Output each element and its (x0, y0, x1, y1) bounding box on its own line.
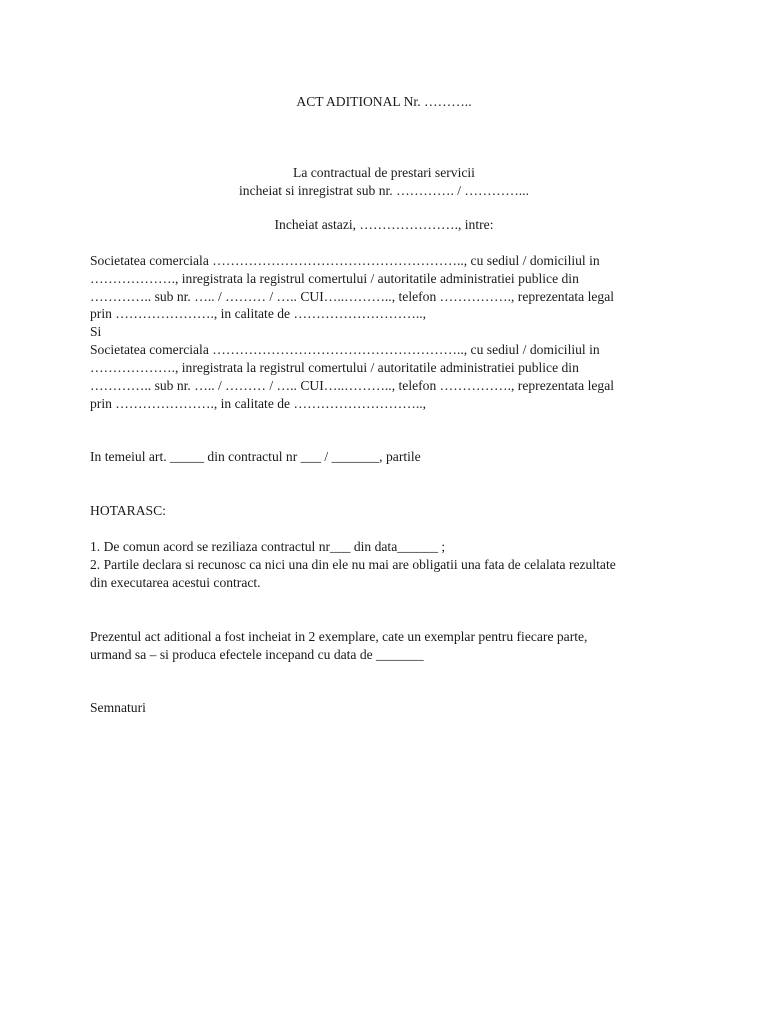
signatures-label: Semnaturi (90, 700, 146, 715)
party1-line1: Societatea comerciala ……………………………………………….., cu sediul / domiciliul in (90, 253, 600, 268)
concluded-date-line: Incheiat astazi, …………………., intre: (274, 217, 494, 232)
party1-line2: ………………., inregistrata la registrul comertului / autoritatile administratiei publice din (90, 271, 579, 286)
clause-2-line2: din executarea acestui contract. (90, 575, 261, 590)
party2-line4: prin …………………., in calitate de ……………………….., (90, 396, 427, 411)
and-word: Si (90, 324, 102, 339)
clause-2-line1: 2. Partile declara si recunosc ca nici una din ele nu mai are obligatii una fata de celalata rezultate (90, 557, 616, 572)
document-title: ACT ADITIONAL Nr. ……….. (296, 94, 472, 109)
clause-1: 1. De comun acord se reziliaza contractul nr___ din data______ ; (90, 539, 446, 554)
party1-line4: prin …………………., in calitate de ……………………….., (90, 306, 427, 321)
registration-line: incheiat si inregistrat sub nr. …………. / …………... (239, 183, 529, 198)
party2-line2: ………………., inregistrata la registrul comertului / autoritatile administratiei publice din (90, 360, 579, 375)
party2-line3: ………….. sub nr. ….. / ……… / ….. CUI…..……….., telefon ……………., reprezentata legal (90, 378, 615, 393)
closing-line2: urmand sa – si produca efectele incepand cu data de _______ (90, 647, 424, 662)
decide-heading: HOTARASC: (90, 503, 166, 518)
legal-basis-line: In temeiul art. _____ din contractul nr ___ / _______, partile (90, 449, 421, 464)
party1-line3: ………….. sub nr. ….. / ……… / ….. CUI…..……….., telefon ……………., reprezentata legal (90, 289, 615, 304)
closing-line1: Prezentul act aditional a fost incheiat in 2 exemplare, cate un exemplar pentru fiecare parte, (90, 629, 588, 644)
contract-type-line: La contractual de prestari servicii (293, 165, 475, 180)
party2-line1: Societatea comerciala ……………………………………………….., cu sediul / domiciliul in (90, 342, 600, 357)
